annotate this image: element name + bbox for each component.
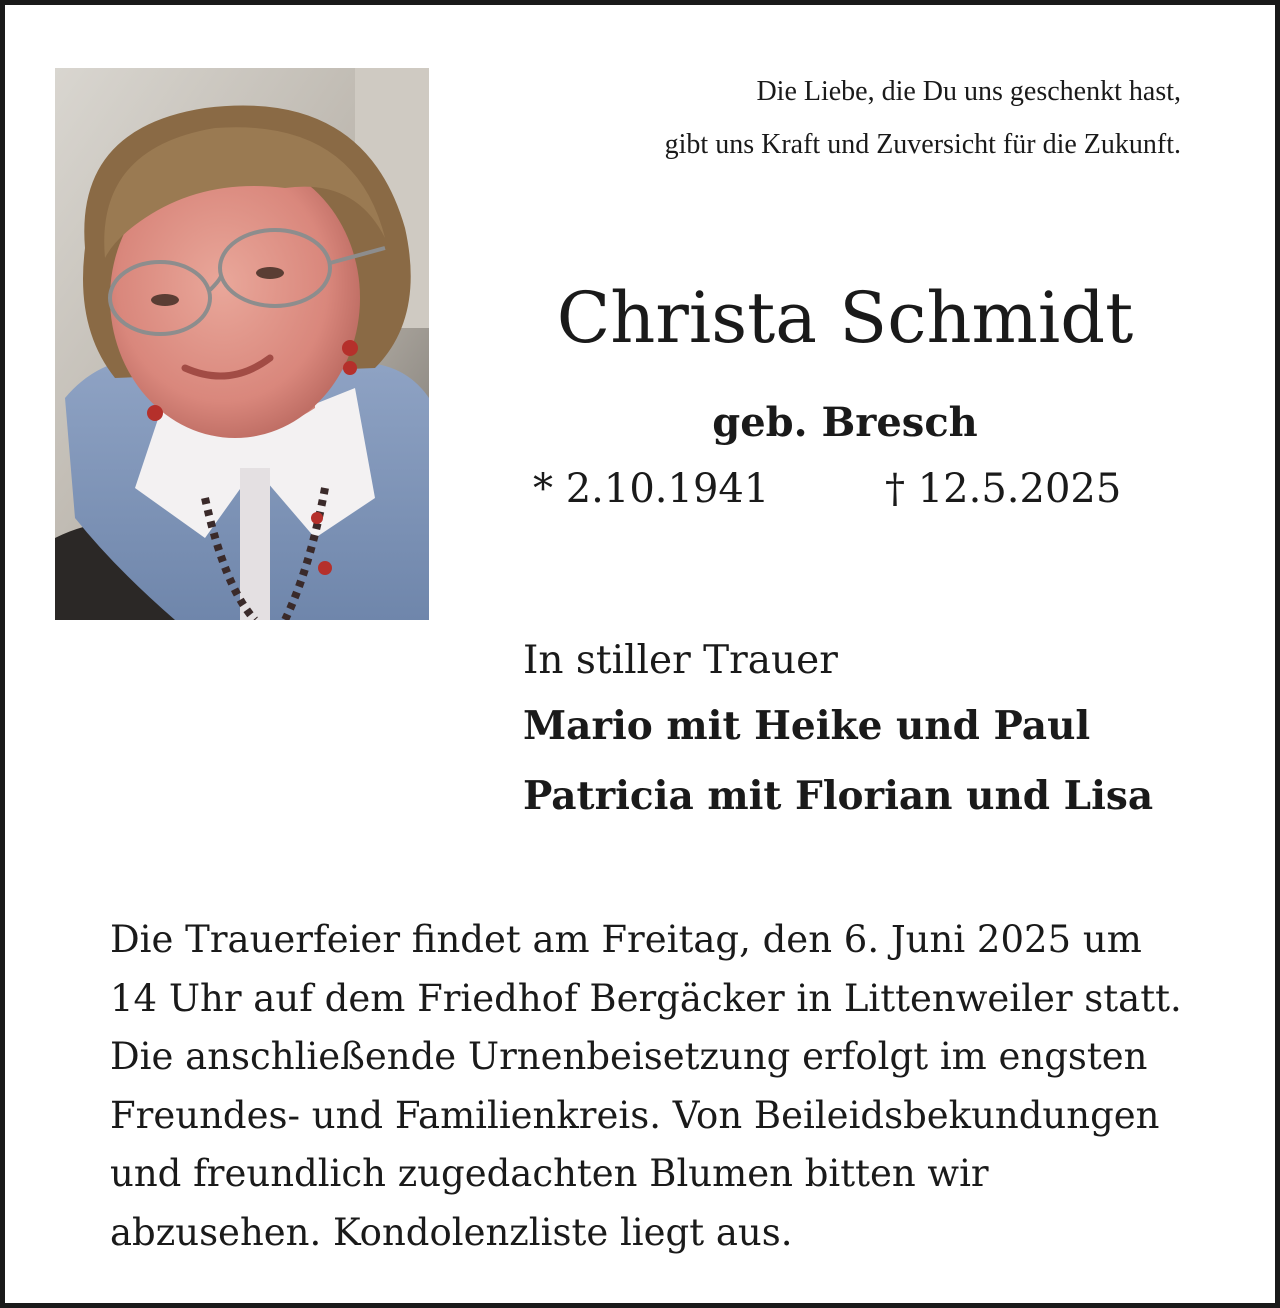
notice-line: 14 Uhr auf dem Friedhof Bergäcker in Littenweiler statt.	[110, 976, 1182, 1020]
notice-line: Die Trauerfeier findet am Freitag, den 6. Juni 2025 um	[110, 918, 1142, 961]
notice-line: abzusehen. Kondolenzliste liegt aus.	[110, 1210, 793, 1254]
mourner-family: Patricia mit Florian und Lisa	[523, 773, 1154, 819]
funeral-notice	[110, 911, 1210, 1262]
notice-line: Die anschließende Urnenbeisetzung erfolgt im engsten	[110, 1035, 1148, 1078]
portrait-photo	[55, 68, 429, 620]
death-date: † 12.5.2025	[885, 466, 1122, 512]
mourners-intro: In stiller Trauer	[523, 638, 838, 683]
maiden-name: geb. Bresch	[712, 399, 978, 446]
birth-date: * 2.10.1941	[533, 466, 770, 512]
quote-line: Die Liebe, die Du uns geschenkt hast,	[756, 76, 1181, 107]
quote	[421, 65, 1181, 171]
notice-line: Freundes- und Familienkreis. Von Beileidsbekundungen	[110, 1093, 1160, 1137]
notice-line: und freundlich zugedachten Blumen bitten wir	[110, 1152, 989, 1195]
quote-line: gibt uns Kraft und Zuversicht für die Zukunft.	[664, 129, 1181, 160]
mourners	[523, 631, 1153, 831]
portrait-illustration	[55, 68, 429, 620]
deceased-name: Christa Schmidt	[556, 277, 1134, 359]
mourner-family: Mario mit Heike und Paul	[523, 703, 1091, 749]
